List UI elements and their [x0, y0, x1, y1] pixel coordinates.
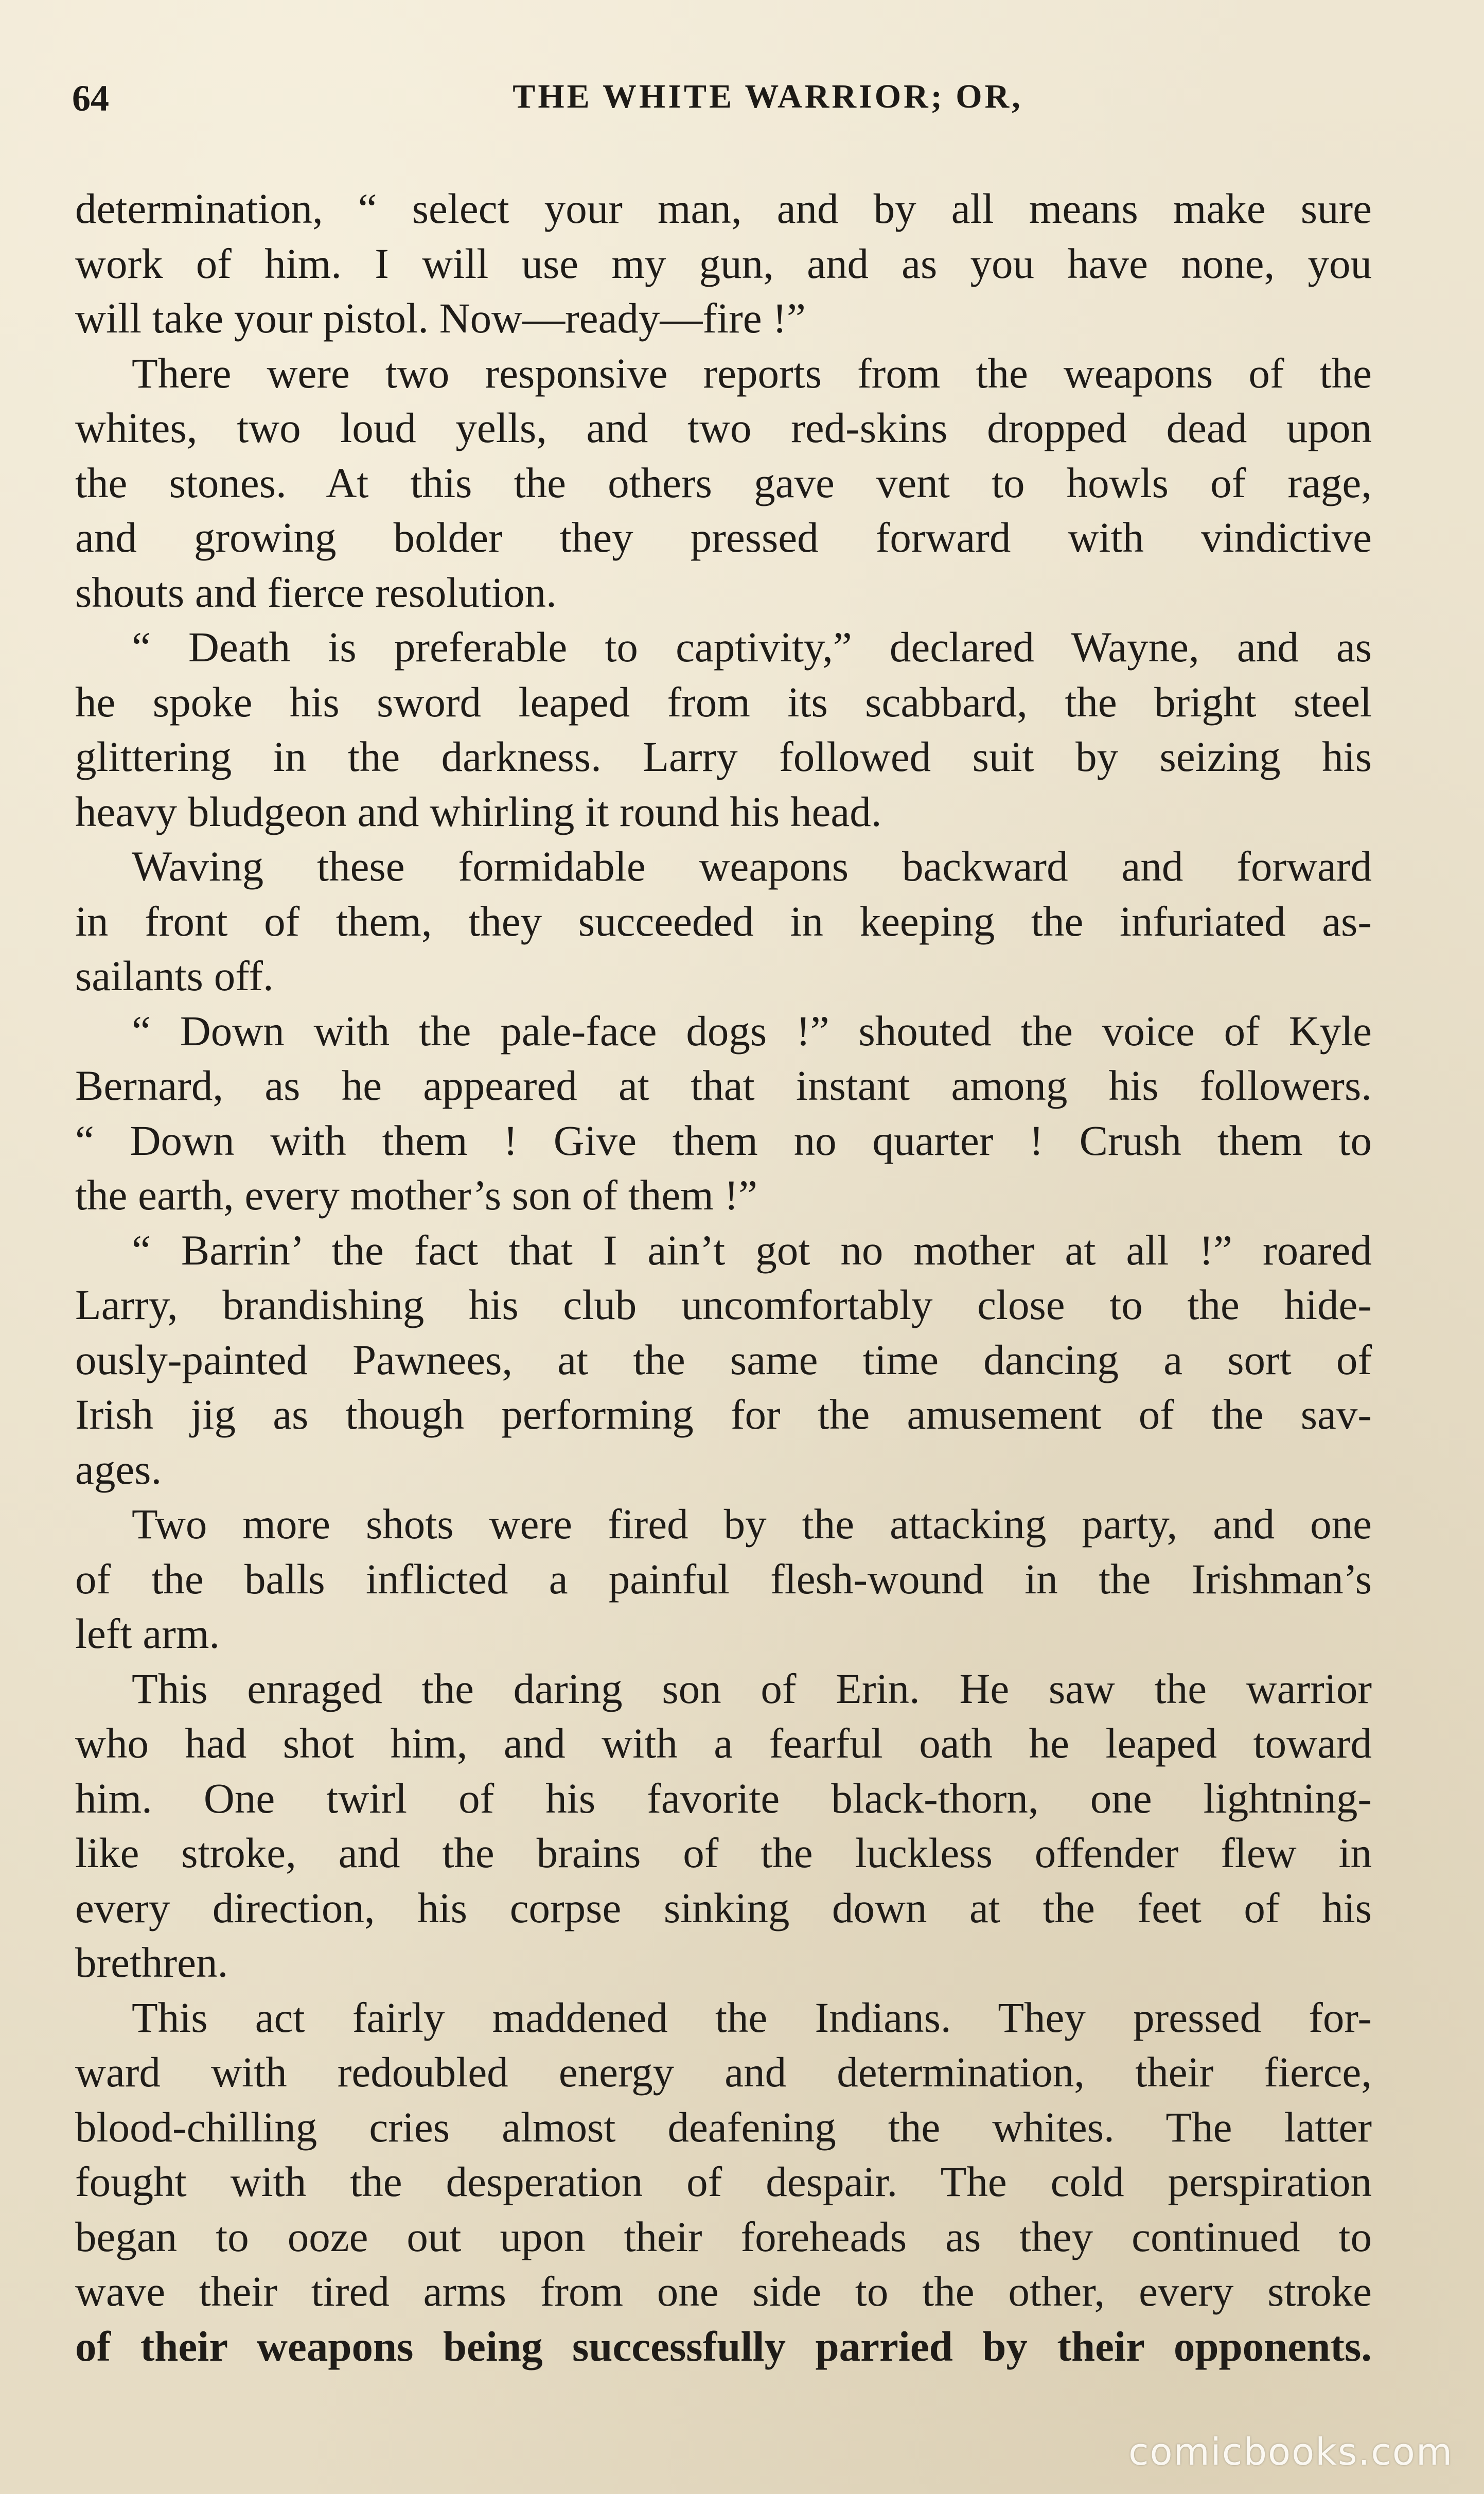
text-line: the earth, every mother’s son of them !”: [75, 1171, 758, 1219]
text-line: This act fairly maddened the Indians. They pressed for-: [132, 1993, 1372, 2041]
watermark: comicbooks.com: [1128, 2430, 1453, 2473]
text-line: brethren.: [75, 1939, 228, 1986]
text-line: Irish jig as though performing for the amusement of the sav-: [75, 1391, 1372, 1438]
text-line: will take your pistol. Now—ready—fire !”: [75, 294, 806, 342]
text-line: of their weapons being successfully parried by their opponents.: [75, 2322, 1372, 2370]
text-line: There were two responsive reports from the weapons of the: [132, 349, 1372, 397]
text-line: began to ooze out upon their foreheads as they continued to: [75, 2212, 1372, 2260]
text-line: left arm.: [75, 1610, 220, 1657]
text-line: and growing bolder they pressed forward with vindictive: [75, 514, 1372, 561]
text-line: glittering in the darkness. Larry followed suit by seizing his: [75, 733, 1372, 780]
text-line: “ Death is preferable to captivity,” declared Wayne, and as: [132, 623, 1372, 671]
text-line: Larry, brandishing his club uncomfortably close to the hide-: [75, 1281, 1372, 1328]
text-line: ously-painted Pawnees, at the same time dancing a sort of: [75, 1336, 1372, 1383]
text-line: “ Barrin’ the fact that I ain’t got no mother at all !” roared: [132, 1226, 1372, 1274]
text-line: wave their tired arms from one side to the other, every stroke: [75, 2268, 1372, 2315]
text-line: Two more shots were fired by the attacking party, and one: [132, 1500, 1372, 1548]
text-line: who had shot him, and with a fearful oath he leaped toward: [75, 1719, 1372, 1767]
text-line: him. One twirl of his favorite black-thorn, one lightning-: [75, 1774, 1372, 1822]
text-line: work of him. I will use my gun, and as you have none, you: [75, 239, 1372, 287]
text-line: whites, two loud yells, and two red-skins dropped dead upon: [75, 404, 1372, 451]
text-line: like stroke, and the brains of the luckless offender flew in: [75, 1829, 1372, 1876]
running-head: [72, 77, 1361, 134]
text-line: This enraged the daring son of Erin. He saw the warrior: [132, 1664, 1372, 1712]
text-line: Bernard, as he appeared at that instant among his followers.: [75, 1062, 1372, 1109]
text-line: determination, “ select your man, and by all means make sure: [75, 185, 1372, 232]
text-line: the stones. At this the others gave vent to howls of rage,: [75, 459, 1372, 506]
text-line: of the balls inflicted a painful flesh-wound in the Irishman’s: [75, 1555, 1372, 1603]
text-line: “ Down with the pale-face dogs !” shouted the voice of Kyle: [132, 1007, 1372, 1055]
text-line: “ Down with them ! Give them no quarter ! Crush them to: [75, 1116, 1372, 1164]
page-number: 64: [72, 78, 109, 119]
running-title: THE WHITE WARRIOR; OR,: [513, 78, 1023, 115]
text-line: shouts and fierce resolution.: [75, 568, 557, 616]
text-line: sailants off.: [75, 952, 274, 999]
text-line: blood-chilling cries almost deafening the whites. The latter: [75, 2103, 1372, 2151]
text-line: in front of them, they succeeded in keeping the infuriated as-: [75, 897, 1372, 945]
text-line: fought with the desperation of despair. The cold perspiration: [75, 2158, 1372, 2205]
text-line: he spoke his sword leaped from its scabbard, the bright steel: [75, 678, 1372, 726]
body-text: [75, 181, 1372, 2374]
text-line: Waving these formidable weapons backward and forward: [132, 842, 1372, 890]
text-line: every direction, his corpse sinking down at the feet of his: [75, 1884, 1372, 1931]
text-line: ward with redoubled energy and determination, their fierce,: [75, 2048, 1372, 2096]
text-line: heavy bludgeon and whirling it round his head.: [75, 787, 882, 835]
text-line: ages.: [75, 1445, 162, 1493]
